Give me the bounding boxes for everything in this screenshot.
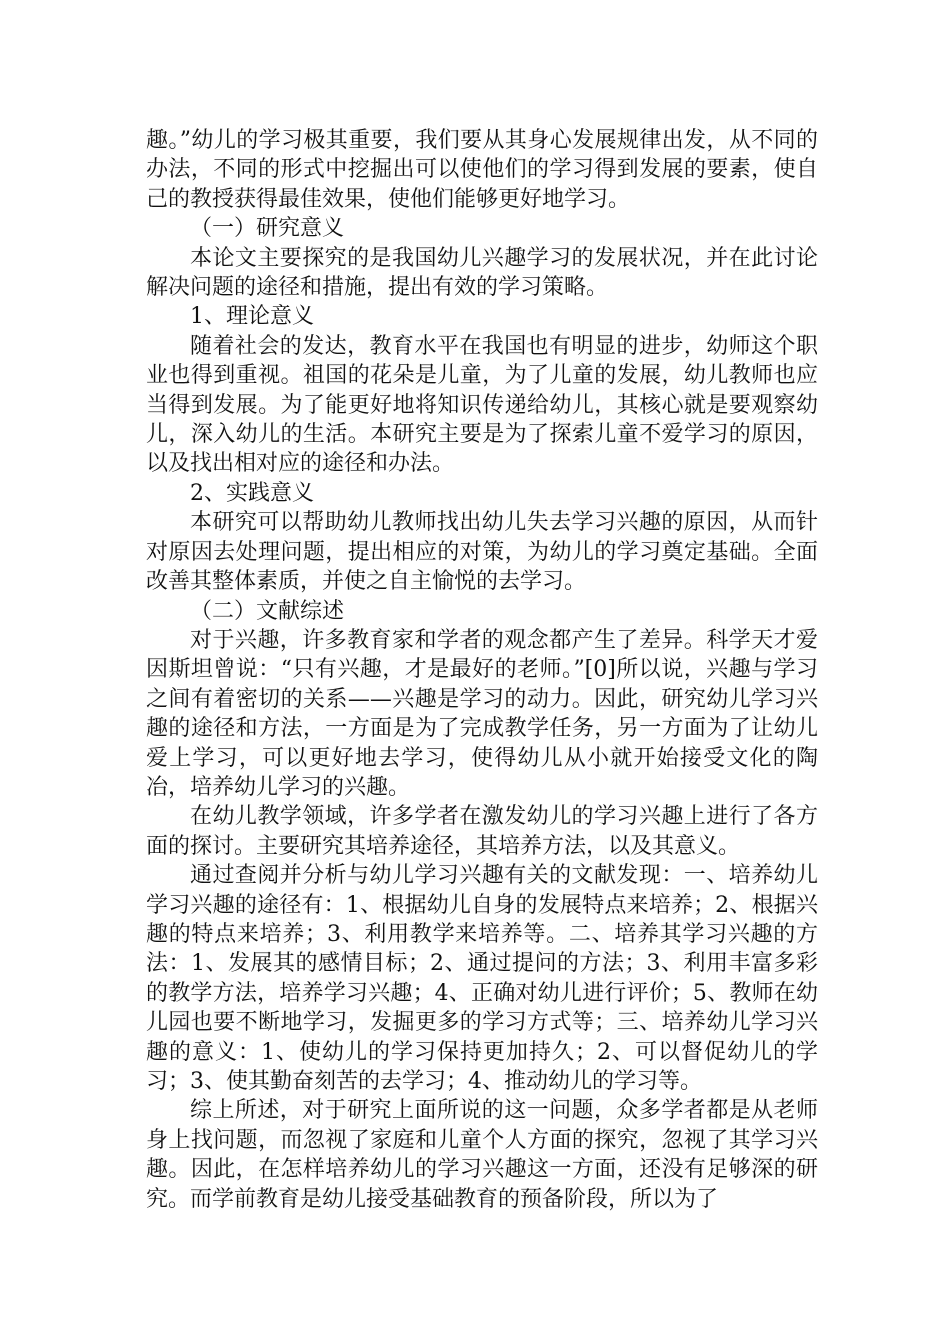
paragraph: 随着社会的发达，教育水平在我国也有明显的进步，幼师这个职业也得到重视。祖国的花朵是儿童，为了儿童的发展，幼儿教师也应当得到发展。为了能更好地将知识传递给幼儿，其核心就是要观察幼儿，深入幼儿的生活。本研究主要是为了探索儿童不爱学习的原因，以及找出相对应的途径和办法。 — [146, 333, 818, 477]
paragraph: 在幼儿教学领域，许多学者在激发幼儿的学习兴趣上进行了各方面的探讨。主要研究其培养途径，其培养方法，以及其意义。 — [146, 804, 818, 859]
paragraph-continued: 趣。”幼儿的学习极其重要，我们要从其身心发展规律出发，从不同的办法，不同的形式中挖掘出可以使他们的学习得到发展的要素，使自己的教授获得最佳效果，使他们能够更好地学习。 — [146, 128, 818, 212]
paragraph: 本论文主要探究的是我国幼儿兴趣学习的发展状况，并在此讨论解决问题的途径和措施，提出有效的学习策略。 — [146, 245, 818, 301]
section-heading-research-significance: （一）研究意义 — [190, 216, 345, 242]
subsection-heading-theoretical-significance: 1、理论意义 — [190, 304, 314, 330]
paragraph: 对于兴趣，许多教育家和学者的观念都产生了差异。科学天才爱因斯坦曾说：“只有兴趣，才是最好的老师。”[0]所以说，兴趣与学习之间有着密切的关系——兴趣是学习的动力。因此，研究幼儿学习兴趣的途径和方法，一方面是为了完成教学任务，另一方面为了让幼儿爱上学习，可以更好地去学习，使得幼儿从小就开始接受文化的陶冶，培养幼儿学习的兴趣。 — [146, 627, 818, 800]
document-page — [146, 126, 818, 1214]
paragraph: 综上所述，对于研究上面所说的这一问题，众多学者都是从老师身上找问题，而忽视了家庭和儿童个人方面的探究，忽视了其学习兴趣。因此，在怎样培养幼儿的学习兴趣这一方面，还没有足够深的研究。而学前教育是幼儿接受基础教育的预备阶段，所以为了 — [146, 1098, 818, 1212]
paragraph: 通过查阅并分析与幼儿学习兴趣有关的文献发现：一、培养幼儿学习兴趣的途径有：1、根据幼儿自身的发展特点来培养；2、根据兴趣的特点来培养；3、利用教学来培养等。二、培养其学习兴趣的方法：1、发展其的感情目标；2、通过提问的方法；3、利用丰富多彩的教学方法，培养学习兴趣；4、正确对幼儿进行评价；5、教师在幼儿园也要不断地学习，发掘更多的学习方式等；三、培养幼儿学习兴趣的意义：1、使幼儿的学习保持更加持久；2、可以督促幼儿的学习；3、使其勤奋刻苦的去学习；4、推动幼儿的学习等。 — [146, 863, 818, 1094]
paragraph: 本研究可以帮助幼儿教师找出幼儿失去学习兴趣的原因，从而针对原因去处理问题，提出相应的对策，为幼儿的学习奠定基础。全面改善其整体素质，并使之自主愉悦的去学习。 — [146, 510, 818, 595]
section-heading-literature-review: （二）文献综述 — [190, 598, 345, 624]
subsection-heading-practical-significance: 2、实践意义 — [190, 480, 314, 506]
